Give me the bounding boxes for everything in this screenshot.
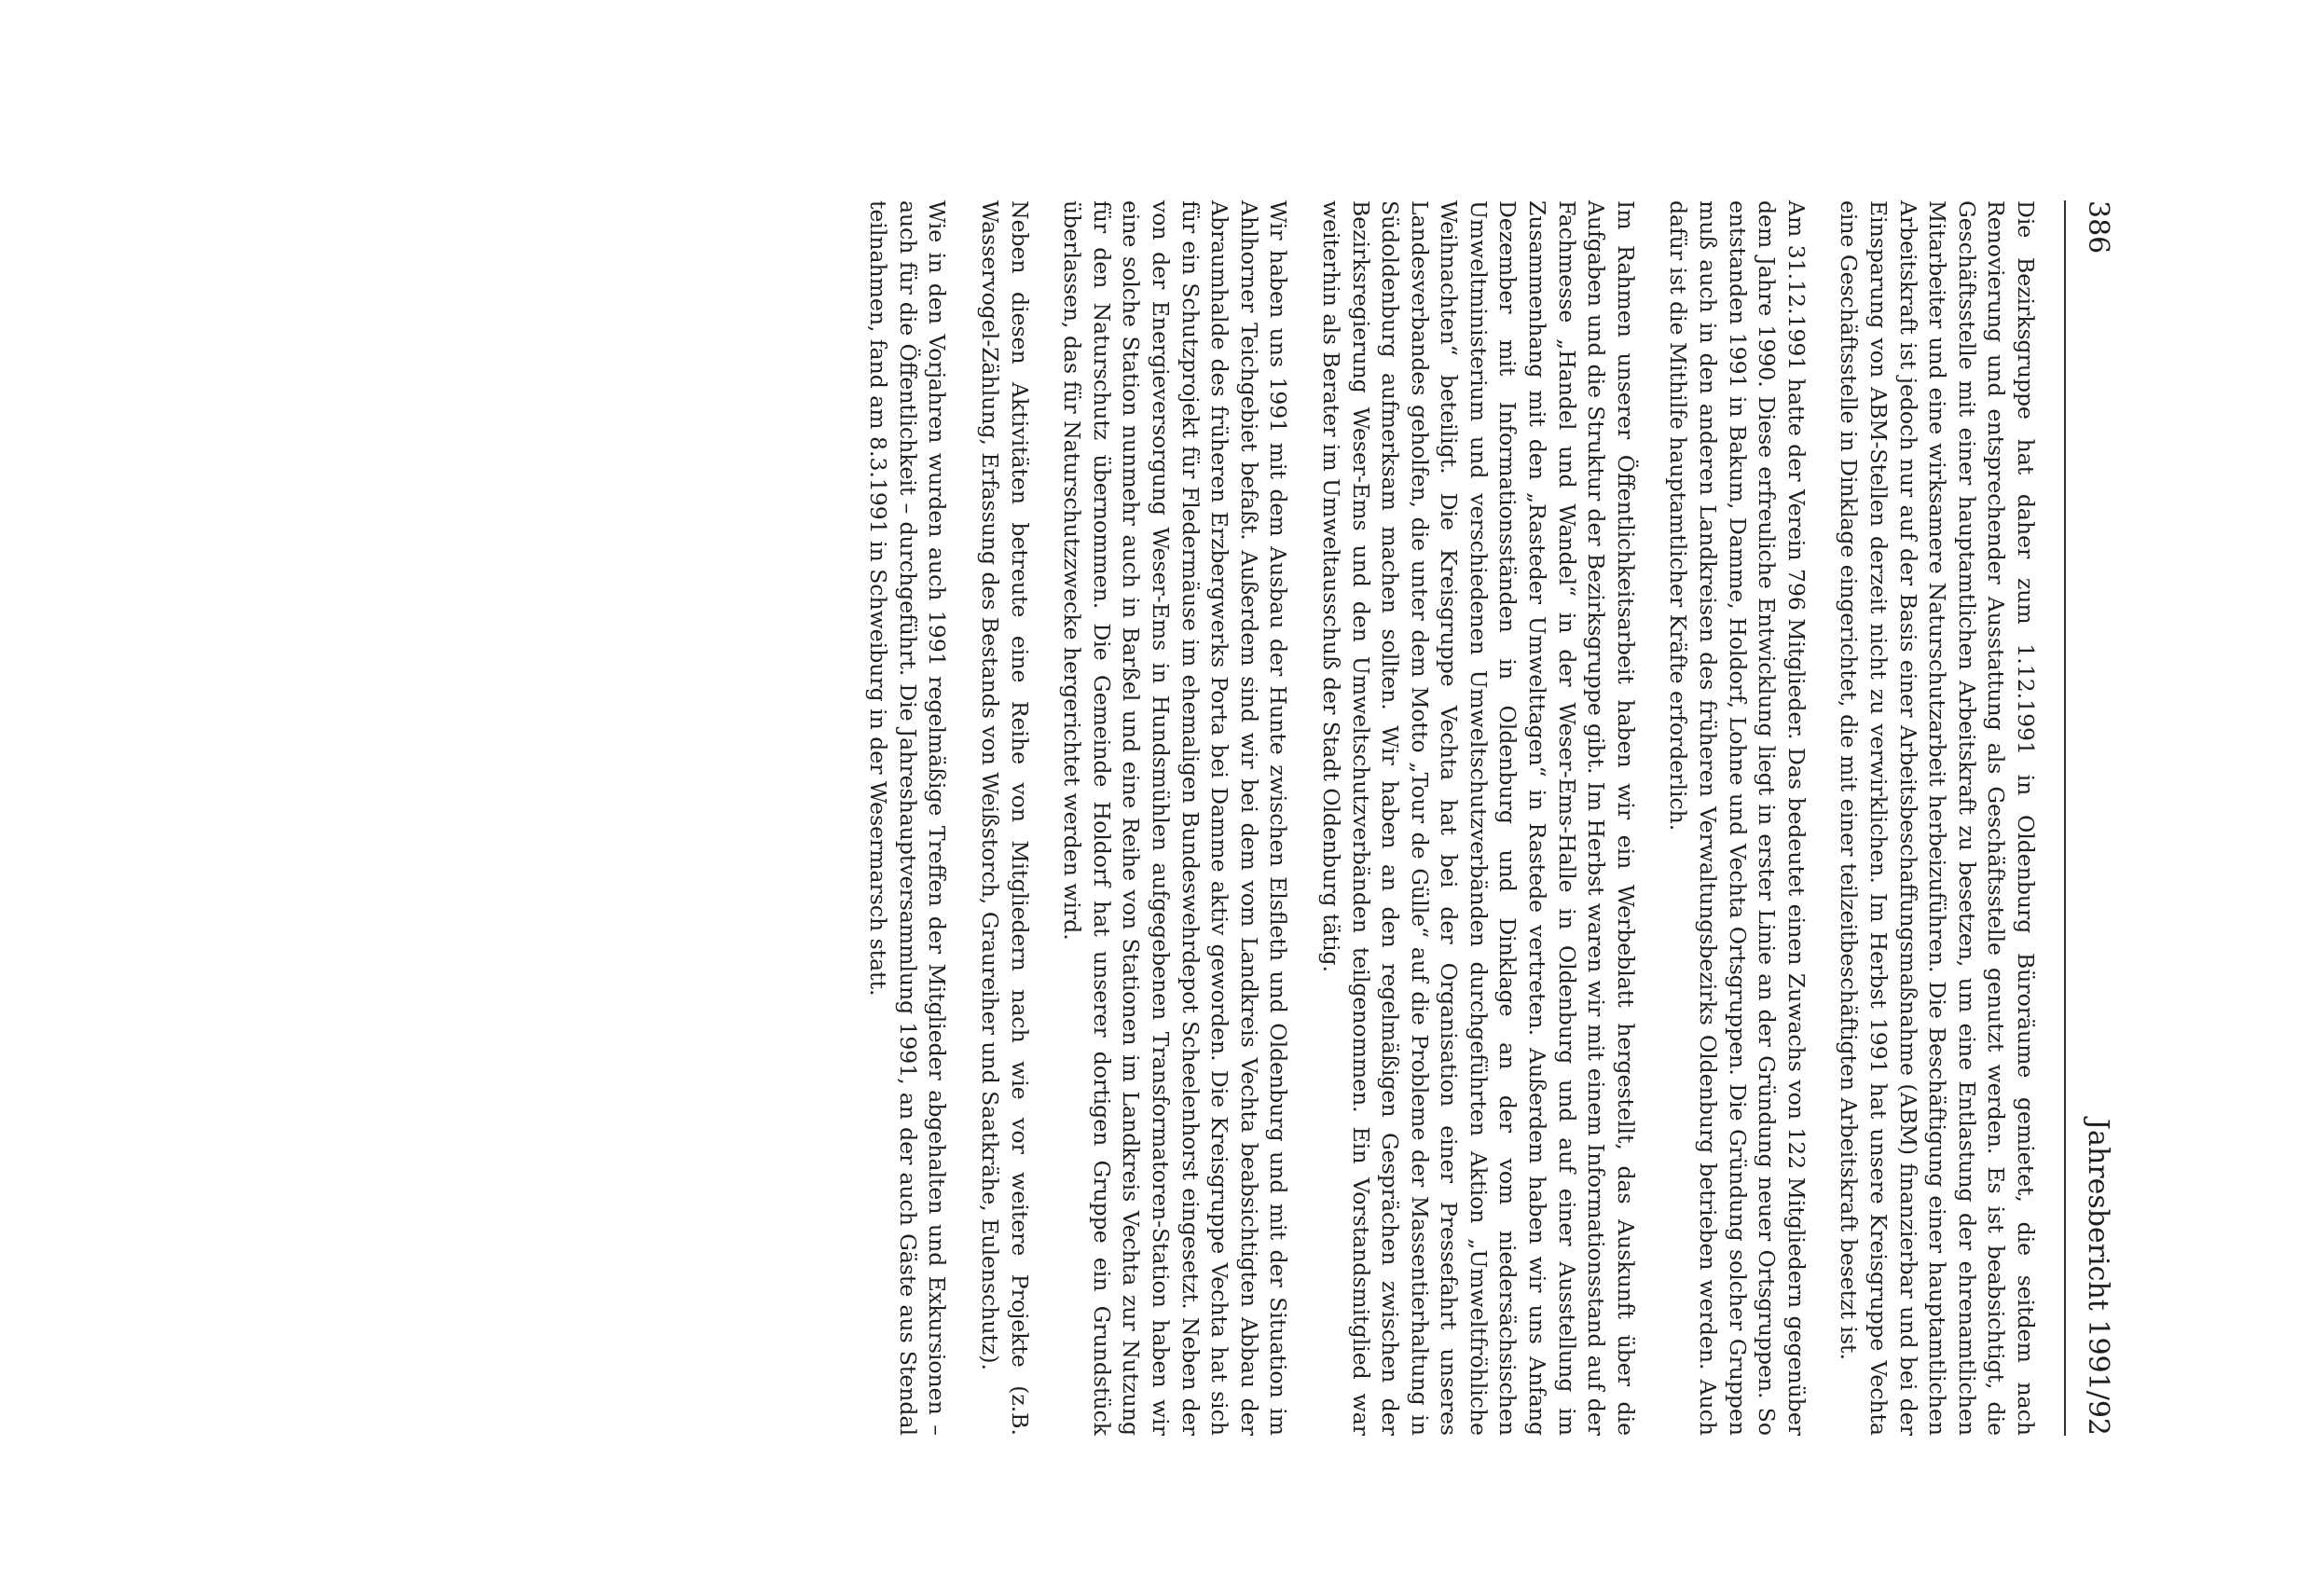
paragraph-geschaeftsstelle: Die Bezirksgruppe hat daher zum 1.12.1991 in Oldenburg Büroräume gemietet, die seitdem nach Renovierung und entsprechender Ausstattung als Geschäftsstelle genutzt werden. Es ist beabsichtigt, die Geschäftsstelle mit einer hauptamtlichen Arbeitskraft zu besetzen, um eine Entlastung der ehrenamtlichen Mitarbeiter und eine wirksamere Naturschutzarbeit herbeizuführen. Die Beschäftigung einer hauptamtlichen Arbeitskraft ist jedoch nur auf der Basis einer Arbeitsbeschaffungsmaßnahme (ABM) finanzierbar und bei der Einsparung von ABM-Stellen derzeit nicht zu verwirklichen. Im Herbst 1991 hat unsere Kreisgruppe Vechta eine Geschäftsstelle in Dinklage eingerichtet, die mit einer teilzeitbeschäftigten Arbeitskraft besetzt ist. [1836, 200, 2039, 1436]
paragraph-weitere-projekte: Neben diesen Aktivitäten betreute eine Reihe von Mitgliedern nach wie vor weitere Projekte (z.B. Wasservogel-Zählung, Erfassung des Bestands von Weißstorch, Graureiher und Saatkrähe, Eulenschutz). [977, 200, 1033, 1436]
paragraph-treffen-exkursionen: Wie in den Vorjahren wurden auch 1991 regelmäßige Treffen der Mitglieder abgehalten und Exkursionen – auch für die Öffentlichkeit – durchgeführt. Die Jahreshauptversammlung 1991, an der auch Gäste aus Stendal teilnahmen, fand am 8.3.1991 in Schweiburg in der Wesermarsch statt. [865, 200, 951, 1436]
page-number: 386 [2082, 200, 2114, 255]
running-header [2064, 200, 2116, 1436]
paragraph-naturschutzprojekte: Wir haben uns 1991 mit dem Ausbau der Hunte zwischen Elsfleth und Oldenburg und mit der Situation im Ahlhorner Teichgebiet befaßt. Außerdem sind wir bei dem vom Landkreis Vechta beabsichtigten Abbau der Abraumhalde des früheren Erzbergwerks Porta bei Damme aktiv geworden. Die Kreisgruppe Vechta hat sich für ein Schutzprojekt für Fledermäuse im ehemaligen Bundeswehrdepot Scheelenhorst eingesetzt. Neben der von der Energieversorgung Weser-Ems in Hundsmühlen aufgegebenen Transformatoren-Station haben wir eine solche Station nunmehr auch in Barßel und eine Reihe von Stationen im Landkreis Vechta zur Nutzung für den Naturschutz übernommen. Die Gemeinde Holdorf hat unserer dortigen Gruppe ein Grundstück überlassen, das für Naturschutzzwecke hergerichtet werden wird. [1059, 200, 1292, 1436]
paragraph-oeffentlichkeitsarbeit: Im Rahmen unserer Öffentlichkeitsarbeit haben wir ein Werbeblatt hergestellt, das Auskunft über die Aufgaben und die Struktur der Bezirksgruppe gibt. Im Herbst waren wir mit einem Informationsstand auf der Fachmesse „Handel und Wandel“ in der Weser-Ems-Halle in Oldenburg und auf einer Ausstellung im Zusammenhang mit den „Rasteder Umwelttagen“ in Rastede vertreten. Außerdem haben wir uns Anfang Dezember mit Informationsständen in Oldenburg und Dinklage an der vom niedersächsischen Umweltministerium und verschiedenen Umweltschutzverbänden durchgeführten Aktion „Umweltfröhliche Weihnachten“ beteiligt. Die Kreisgruppe Vechta hat bei der Organisation einer Pressefahrt unseres Landesverbandes geholfen, die unter dem Motto „Tour de Gülle“ auf die Probleme der Massentierhaltung in Südoldenburg aufmerksam machen sollten. Wir haben an den regelmäßigen Gesprächen zwischen der Bezirksregierung Weser-Ems und den Umweltschutzverbänden teilgenommen. Ein Vorstandsmitglied war weiterhin als Berater im Umweltausschuß der Stadt Oldenburg tätig. [1317, 200, 1639, 1436]
body-text [863, 200, 2040, 1436]
running-title: Jahresbericht 1991/92 [2082, 1119, 2114, 1436]
paragraph-mitglieder: Am 31.12.1991 hatte der Verein 796 Mitglieder. Das bedeutet einen Zuwachs von 122 Mitgliedern gegenüber dem Jahre 1990. Diese erfreuliche Entwicklung liegt in erster Linie an der Gründung neuer Ortsgruppen. So entstanden 1991 in Bakum, Damme, Holdorf, Lohne und Vechta Ortsgruppen. Die Gründung solcher Gruppen muß auch in den anderen Landkreisen des früheren Verwaltungsbezirks Oldenburg betrieben werden. Auch dafür ist die Mithilfe hauptamtlicher Kräfte erforderlich. [1665, 200, 1810, 1436]
rotated-page-content [840, 200, 2116, 1436]
